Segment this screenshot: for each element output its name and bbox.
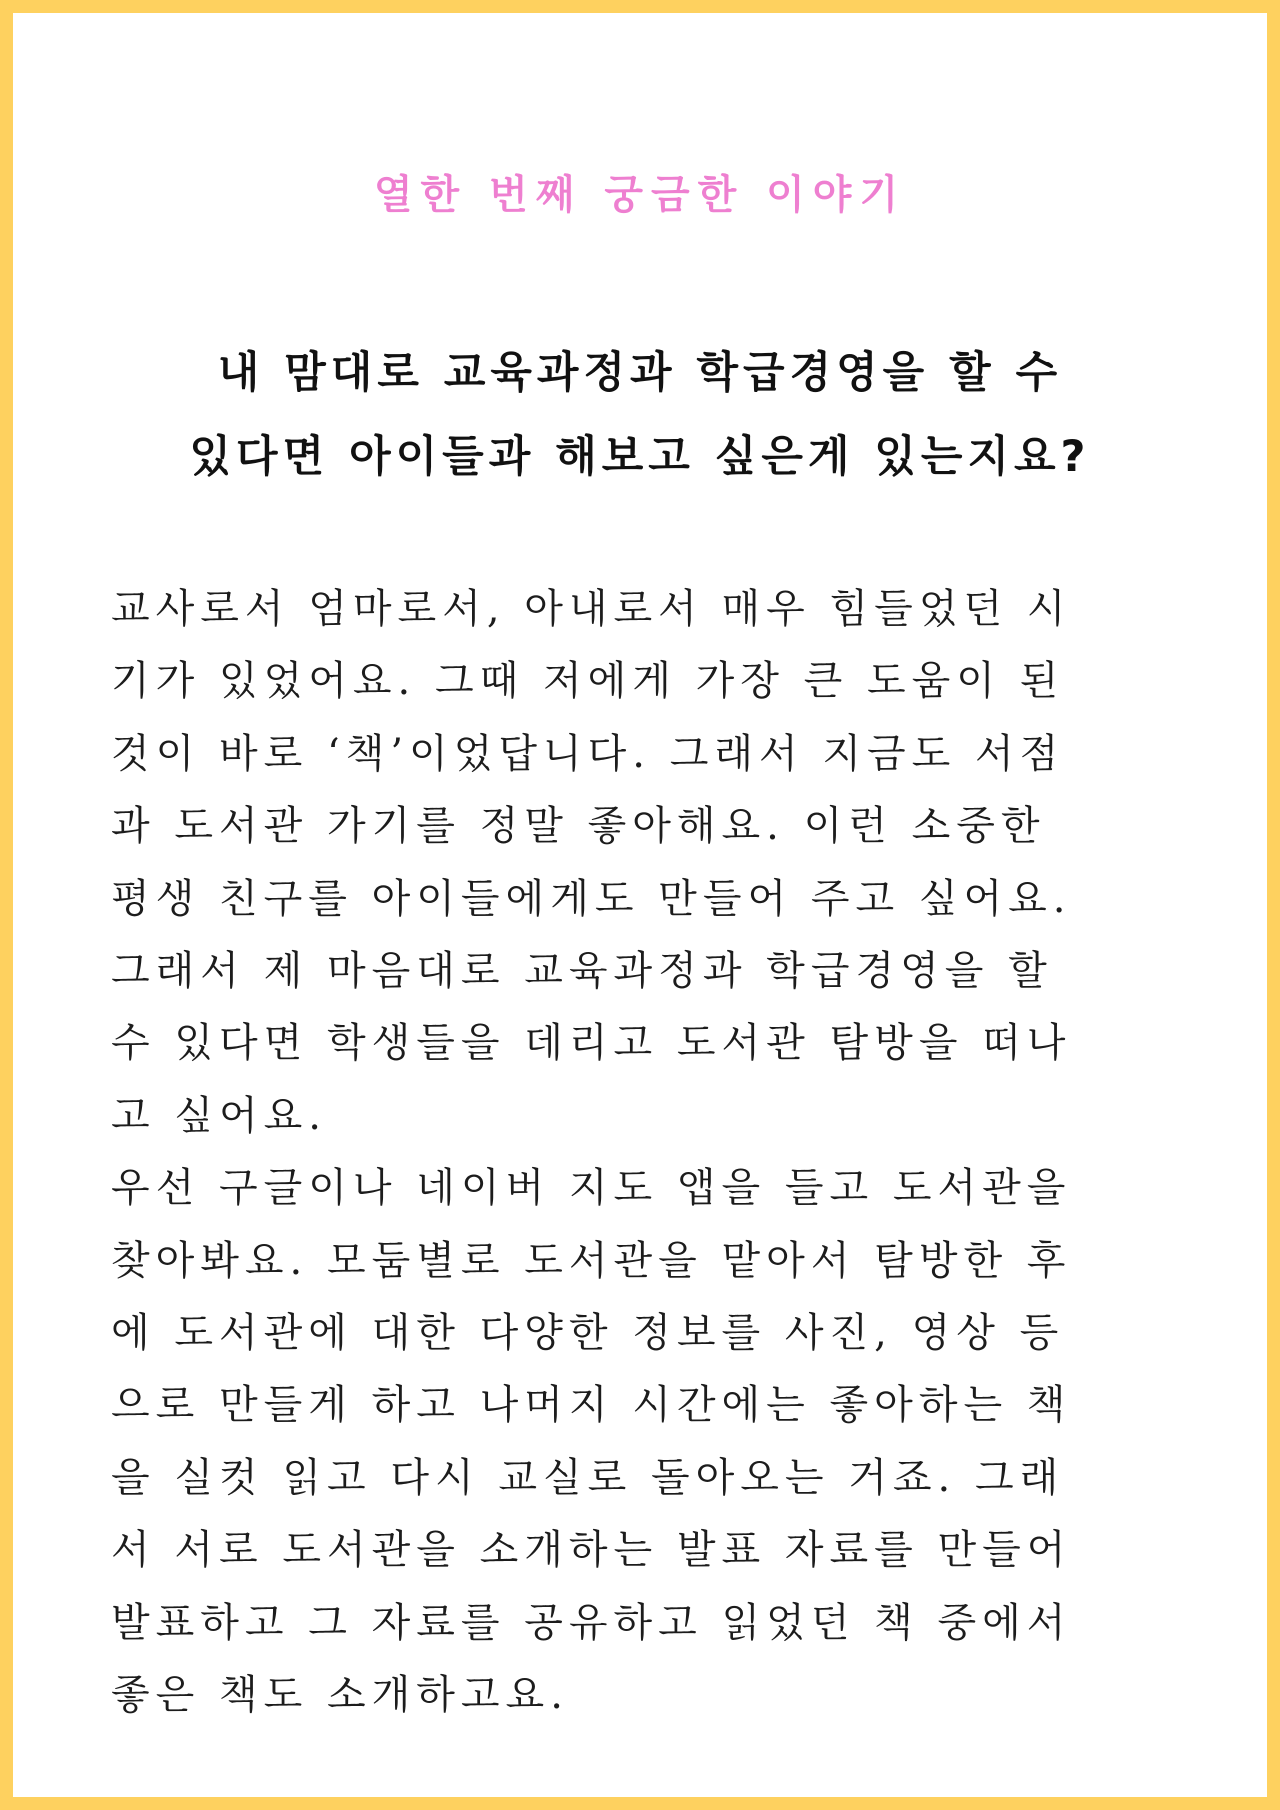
question-line: 있다면 아이들과 해보고 싶은게 있는지요? (189, 432, 1091, 482)
question-line: 내 맘대로 교육과정과 학급경영을 할 수 (217, 348, 1063, 398)
body-line: 평생 친구를 아이들에게도 만들어 주고 싶어요. (111, 875, 1072, 922)
body-line: 을 실컷 읽고 다시 교실로 돌아오는 거죠. 그래 (111, 1454, 1065, 1501)
body-line: 찾아봐요. 모둠별로 도서관을 맡아서 탐방한 후 (111, 1237, 1072, 1284)
body-line: 에 도서관에 대한 다양한 정보를 사진, 영상 등 (111, 1310, 1065, 1357)
series-heading: 열한 번째 궁금한 이야기 (373, 172, 907, 218)
body-line: 것이 바로 ‘책’이었답니다. 그래서 지금도 서점 (111, 730, 1065, 777)
body-line: 서 서로 도서관을 소개하는 발표 자료를 만들어 (111, 1527, 1072, 1574)
body-text (111, 573, 1201, 1732)
body-line: 기가 있었어요. 그때 저에게 가장 큰 도움이 된 (111, 658, 1065, 705)
body-line: 고 싶어요. (111, 1092, 327, 1139)
body-line: 그래서 제 마음대로 교육과정과 학급경영을 할 (111, 948, 1053, 995)
body-line: 우선 구글이나 네이버 지도 앱을 들고 도서관을 (111, 1165, 1072, 1212)
body-line: 수 있다면 학생들을 데리고 도서관 탐방을 떠나 (111, 1020, 1072, 1067)
body-line: 발표하고 그 자료를 공유하고 읽었던 책 중에서 (111, 1599, 1072, 1646)
body-line: 교사로서 엄마로서, 아내로서 매우 힘들었던 시 (111, 586, 1072, 632)
question-title (13, 331, 1267, 499)
body-line: 으로 만들게 하고 나머지 시간에는 좋아하는 책 (111, 1382, 1072, 1429)
body-line: 좋은 책도 소개하고요. (111, 1672, 569, 1719)
body-line: 과 도서관 가기를 정말 좋아해요. 이런 소중한 (111, 803, 1046, 850)
